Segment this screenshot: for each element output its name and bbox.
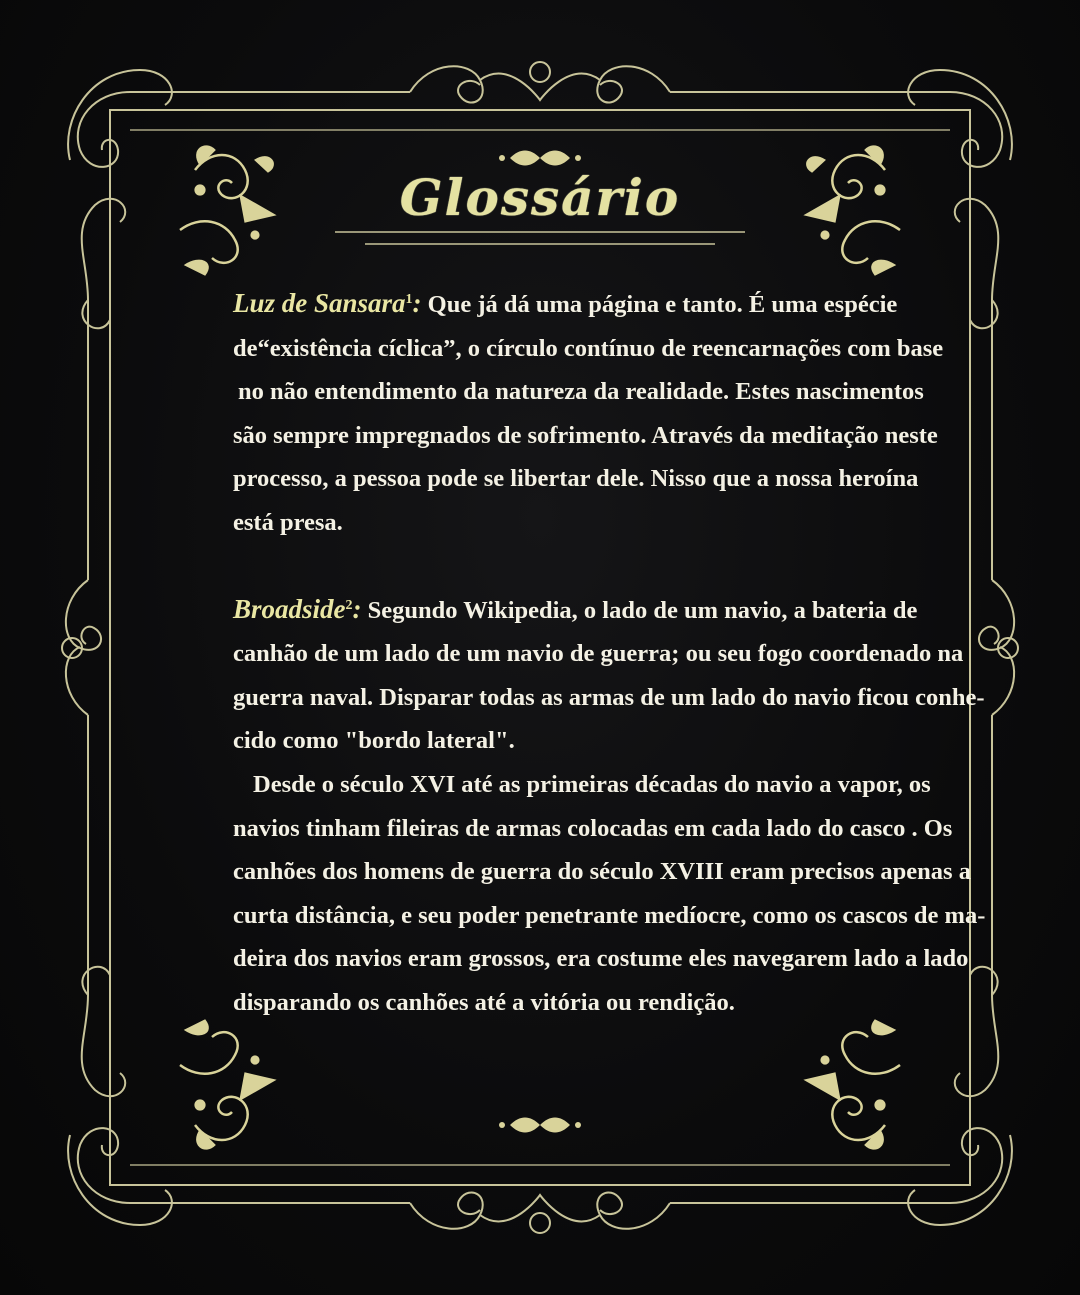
corner-flourish-bottom-right xyxy=(805,1020,900,1149)
entry-line: está presa. xyxy=(233,508,343,536)
title-underline xyxy=(335,232,745,244)
glossary-entry-sansara xyxy=(233,282,944,545)
footnote-marker: 1 xyxy=(405,291,413,307)
entry-line: de“existência cíclica”, o círculo contínuo de reencarnações com base xyxy=(233,334,944,362)
bottom-center-ornament xyxy=(499,1118,581,1133)
entry-line: cido como "bordo lateral". xyxy=(233,727,515,755)
entry-line: navios tinham fileiras de armas colocadas em cada lado do casco . Os xyxy=(233,814,953,842)
entry-line: guerra naval. Disparar todas as armas de um lado do navio ficou conhe- xyxy=(233,683,985,711)
glossary-entry-broadside xyxy=(233,588,986,1025)
entry-line: Desde o século XVI até as primeiras décadas do navio a vapor, os xyxy=(253,770,931,798)
corner-flourish-top-right xyxy=(805,146,900,275)
entry-line: curta distância, e seu poder penetrante medíocre, como os cascos de ma- xyxy=(233,901,986,929)
footnote-marker: 2 xyxy=(345,597,353,613)
entry-line: disparando os canhões até a vitória ou rendição. xyxy=(233,988,735,1016)
glossary-term: Broadside xyxy=(233,593,346,624)
corner-flourish-bottom-left xyxy=(180,1020,275,1149)
term-colon: : xyxy=(412,288,422,318)
corner-flourish-top-left xyxy=(180,146,275,275)
top-center-ornament xyxy=(499,151,581,166)
entry-line: Que já dá uma página e tanto. É uma espécie xyxy=(427,291,898,318)
entry-line: canhão de um lado de um navio de guerra; ou seu fogo coordenado na xyxy=(233,640,964,668)
entry-line: deira dos navios eram grossos, era costume eles navegarem lado a lado xyxy=(233,945,969,973)
entry-line: no não entendimento da natureza da realidade. Estes nascimentos xyxy=(238,378,924,406)
page-title: Glossário xyxy=(399,168,681,227)
glossary-term: Luz de Sansara xyxy=(233,288,406,318)
entry-line: processo, a pessoa pode se libertar dele. Nisso que a nossa heroína xyxy=(233,465,919,493)
entry-line: são sempre impregnados de sofrimento. Através da meditação neste xyxy=(233,421,938,449)
entry-line: canhões dos homens de guerra do século XVIII eram precisos apenas a xyxy=(233,858,971,886)
entry-line: Segundo Wikipedia, o lado de um navio, a bateria de xyxy=(367,596,918,624)
term-colon: : xyxy=(352,593,362,624)
glossary-body xyxy=(233,282,986,1025)
